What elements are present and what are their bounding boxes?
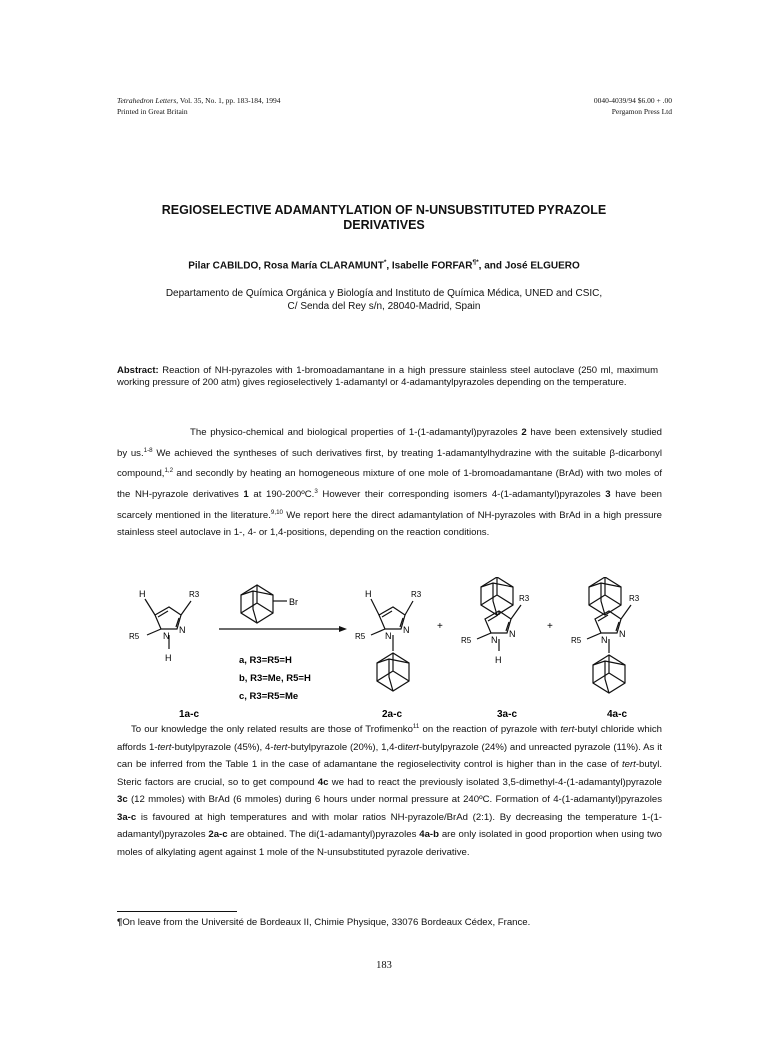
citation: 9,10 (270, 508, 284, 516)
compound-2-structure (355, 589, 422, 691)
reaction-scheme (117, 577, 662, 722)
footnote-text: On leave from the Université de Bordeaux II, Chimie Physique, 33076 Bordeaux Cédex, France. (122, 917, 531, 928)
compound-ref: 1 (243, 489, 249, 501)
citation: 1-8 (143, 446, 153, 454)
h-label: H (495, 655, 502, 665)
p2-text: -butylpyrazole (20%), 1,4-di (287, 741, 406, 753)
running-header-left (117, 95, 281, 117)
abstract-text: Reaction of NH-pyrazoles with 1-bromoadamantane in a high pressure stainless steel autoclave (250 ml, maximum working pressure of 200 atm) gives regioselectively 1-adamantyl or 4-adamantylpyrazoles depending on the temperature. (117, 365, 658, 388)
compound-label-3: 3a-c (497, 709, 518, 720)
substituent-a: a, R3=R5=H (239, 655, 292, 666)
h-label: H (139, 589, 146, 599)
r3-label: R3 (189, 590, 200, 599)
compound-ref: 3 (605, 489, 611, 501)
compound-ref: 4a-b (419, 829, 439, 841)
italic-term: tert (621, 759, 636, 771)
p2-text: -butyl. Steric factors are crucial, so to get compound (117, 759, 662, 788)
compound-label-2: 2a-c (382, 709, 403, 720)
italic-term: tert (405, 741, 419, 753)
r3-label: R3 (629, 594, 640, 603)
p1-text-3: We achieved the syntheses of such derivatives first, by treating 1-adamantylhydrazine with the suitable β-dicarbonyl compound, (117, 447, 662, 480)
r5-label: R5 (461, 636, 472, 645)
p2-text: on the reaction of pyrazole with (419, 724, 561, 736)
compound-1-structure (129, 589, 200, 663)
paragraph-1 (117, 424, 662, 542)
p2-text: -butyl chloride which affords 1- (117, 724, 662, 753)
substituent-c: c, R3=R5=Me (239, 691, 299, 702)
running-header-right (594, 95, 672, 117)
author-4: , and José ELGUERO (478, 260, 580, 272)
p2-text: -butylpyrazole (24%) and unreacted pyrazole (11%). As it can be inferred from the Table 1 in the case of adamantane the regioselectivity control is higher than in the case of (117, 741, 663, 771)
n-label: N (179, 625, 186, 635)
page-number: 183 (376, 960, 392, 971)
author-3: , Isabelle FORFAR (386, 260, 473, 272)
compound-ref: 4c (317, 776, 329, 788)
compound-ref: 3c (117, 794, 128, 806)
reaction-scheme-drawing (117, 577, 662, 722)
compound-3-structure (461, 577, 530, 665)
p1-text-2: have been extensively studied by us. (117, 427, 663, 459)
n-label: N (509, 629, 516, 639)
publisher: Pergamon Press Ltd (611, 107, 672, 116)
p1-text-4: and secondly by heating an homogeneous mixture of one mole of 1-bromoadamantane (BrAd) with two moles of the NH-pyrazole derivatives (117, 468, 662, 501)
n-label: N (619, 629, 626, 639)
author-1: Pilar CABILDO, (188, 260, 264, 272)
p1-text-8: We report here the direct adamantylation of NH-pyrazoles with BrAd in a high pressure stainless steel autoclave in 1-, 4- or 1,4-positions, depending on the reaction conditions. (117, 509, 662, 539)
plus-sign: + (437, 621, 443, 632)
substituent-b: b, R3=Me, R5=H (239, 673, 311, 684)
n-label: N (491, 635, 498, 645)
n-label: N (403, 625, 410, 635)
r3-label: R3 (411, 590, 422, 599)
italic-term: tert (273, 741, 288, 753)
abstract-label: Abstract: (117, 365, 159, 376)
p1-text-5: at 190-200ºC. (248, 489, 315, 501)
reaction-arrow (219, 626, 347, 632)
printed-in: Printed in Great Britain (117, 107, 188, 116)
compound-ref: 2a-c (208, 829, 228, 841)
p2-text: (12 mmoles) with BrAd (6 mmoles) during 6 hours under normal pressure at 240ºC. Formation of 4-(1-adamantyl)pyrazoles (127, 794, 662, 806)
p2-text: are only isolated in good proportion when using two moles of alkylating agent against 1 mole of the N-unsubstituted pyrazole derivative. (117, 829, 662, 858)
affiliation (110, 287, 658, 313)
p2-text: we had to react the previously isolated 3,5-dimethyl-4-(1-adamantyl)pyrazole (328, 776, 662, 788)
citation: 1,2 (164, 467, 174, 475)
citation: 11 (412, 723, 420, 730)
abstract (117, 365, 658, 389)
n-label: N (163, 631, 170, 641)
compound-ref: 3a-c (117, 811, 137, 823)
r5-label: R5 (129, 632, 140, 641)
footnote-divider (117, 911, 237, 912)
p1-text-6: However their corresponding isomers 4-(1-adamantyl)pyrazoles (317, 489, 606, 501)
citation: 3 (314, 487, 318, 495)
p2-text: To our knowledge the only related results are those of Trofimenko (131, 724, 413, 736)
h-label: H (165, 653, 172, 663)
compound-ref: 2 (521, 427, 527, 438)
p2-text: are obtained. The di(1-adamantyl)pyrazoles (227, 829, 420, 841)
p1-text-7: have been scarcely mentioned in the literature. (117, 489, 662, 521)
italic-term: tert (157, 741, 172, 753)
p2-text: is favoured at high temperatures and with molar ratios NH-pyrazole/BrAd (2:1). By decreasing the temperature 1-(1-adamantyl)pyrazoles (117, 811, 662, 841)
italic-term: tert (560, 724, 575, 736)
footnote-mark: ¶ (117, 917, 123, 928)
author-2-mark: * (383, 259, 387, 266)
compound-4-structure (571, 577, 640, 693)
plus-sign: + (547, 621, 553, 632)
p2-text: -butylpyrazole (45%), 4- (171, 741, 274, 753)
r5-label: R5 (571, 636, 582, 645)
volume-info: , Vol. 35, No. 1, pp. 183-184, 1994 (176, 96, 281, 105)
affiliation-line-2: C/ Senda del Rey s/n, 28040-Madrid, Spain (287, 301, 481, 312)
journal-name: Tetrahedron Letters (117, 96, 177, 105)
footnote (117, 917, 677, 929)
n-label: N (601, 635, 608, 645)
r5-label: R5 (355, 632, 366, 641)
br-label: Br (289, 597, 298, 607)
affiliation-line-1: Departamento de Química Orgánica y Biología and Instituto de Química Médica, UNED and CSIC, (165, 288, 603, 299)
author-list (100, 259, 668, 271)
p1-text-1: The physico-chemical and biological properties of 1-(1-adamantyl)pyrazoles (190, 427, 522, 438)
bromoadamantane-structure (241, 585, 298, 623)
paper-title (100, 203, 668, 233)
h-label: H (365, 589, 372, 599)
r3-label: R3 (519, 594, 530, 603)
author-3-mark: ¶* (472, 259, 479, 266)
title-line-2: DERIVATIVES (343, 218, 425, 232)
compound-label-4: 4a-c (607, 709, 628, 720)
compound-label-1: 1a-c (179, 709, 200, 720)
paragraph-2 (117, 718, 662, 861)
author-2: Rosa María CLARAMUNT (263, 260, 384, 272)
title-line-1: REGIOSELECTIVE ADAMANTYLATION OF N-UNSUBSTITUTED PYRAZOLE (161, 203, 607, 217)
issn-code: 0040-4039/94 $6.00 + .00 (593, 96, 672, 105)
n-label: N (385, 631, 392, 641)
